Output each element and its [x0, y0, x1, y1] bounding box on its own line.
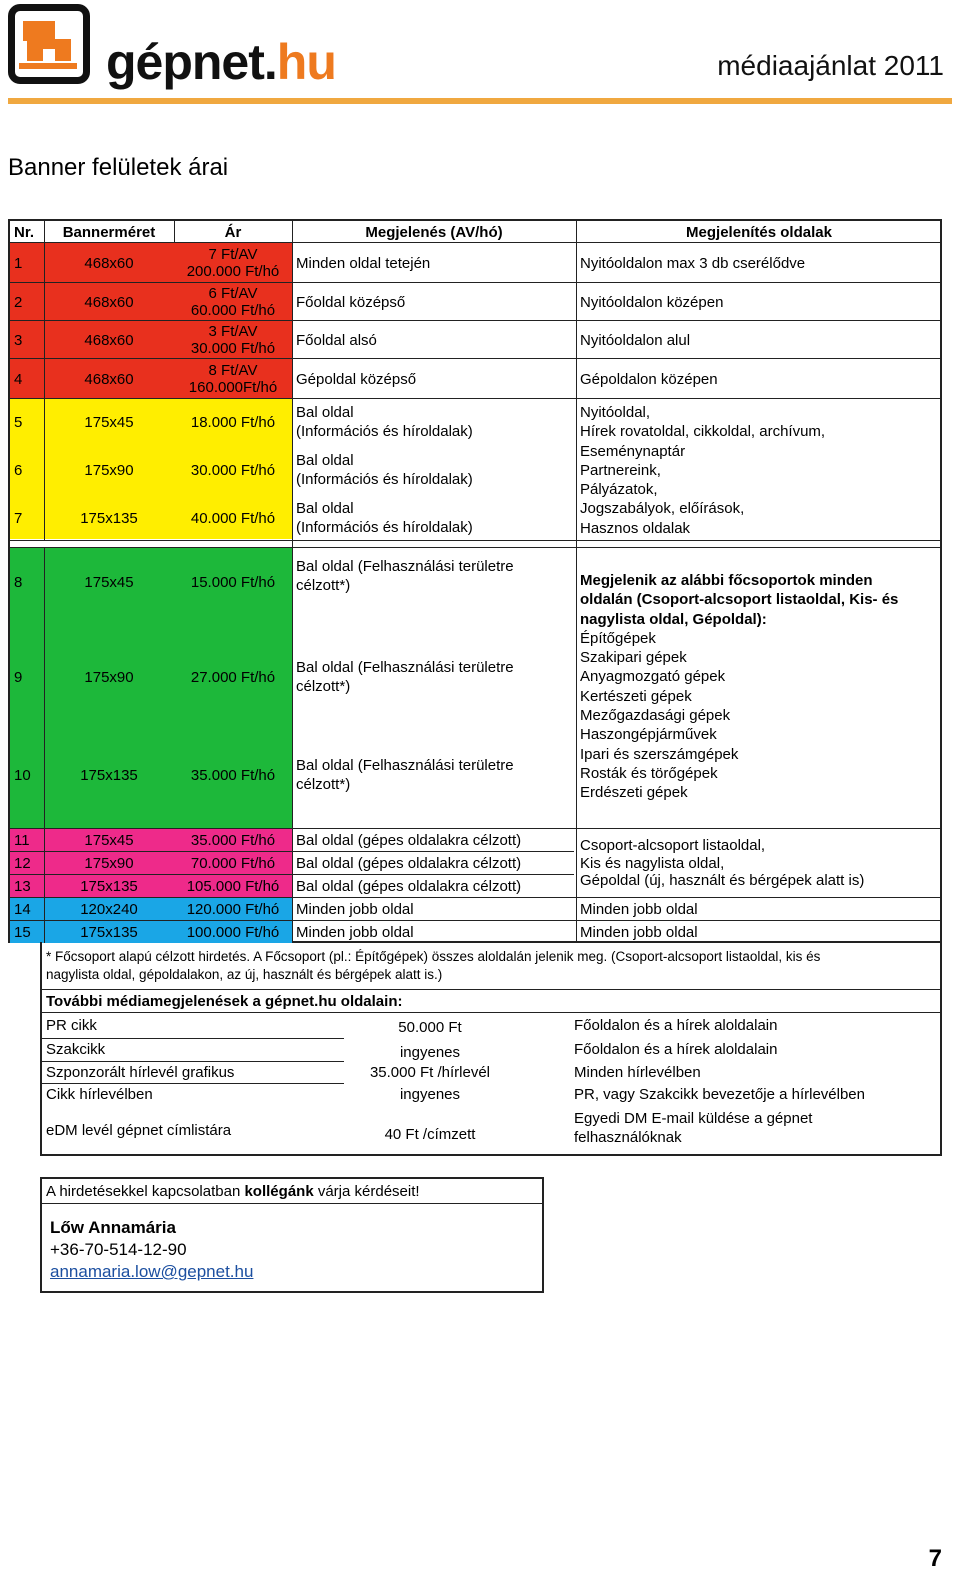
extra-price: ingyenes — [399, 1044, 461, 1061]
green-pages — [576, 571, 942, 803]
row-nr: 13 — [14, 877, 31, 895]
row-nr: 10 — [14, 766, 31, 784]
row-pages: Gépoldalon középen — [580, 370, 718, 388]
row-nr: 5 — [14, 413, 23, 431]
row-nr: 9 — [14, 668, 23, 686]
col-nr: Nr. — [14, 223, 35, 241]
extra-price: 35.000 Ft /hírlevél — [369, 1064, 491, 1081]
row-placement: Főoldal alsó — [296, 331, 377, 349]
extra-name: PR cikk — [46, 1017, 97, 1034]
row-placement: Bal oldal (Felhasználási területre célzott*) — [296, 558, 514, 594]
row-size: 175x45 — [84, 573, 134, 591]
extra-media-box — [40, 942, 942, 1156]
table-row — [10, 359, 940, 399]
extra-name: Szponzorált hírlevél grafikus — [46, 1064, 235, 1081]
table-row — [10, 829, 940, 854]
table-row — [10, 283, 940, 321]
logo-house-icon — [8, 4, 90, 84]
extra-name: eDM levél gépnet címlistára — [46, 1121, 232, 1139]
pages-line: Erdészeti gépek — [580, 784, 688, 802]
row-pages: Minden jobb oldal — [580, 923, 698, 941]
row-nr: 1 — [14, 254, 23, 272]
footnote-line: nagylista oldal, gépoldalakon, az új, használt és bérgépek alatt is.) — [46, 967, 443, 982]
row-price: 70.000 Ft/hó — [190, 854, 276, 872]
table-header-row — [10, 221, 940, 243]
row-placement: Bal oldal (Információs és híroldalak) — [296, 452, 473, 488]
row-nr: 6 — [14, 461, 23, 479]
yellow-pages — [576, 403, 942, 538]
pages-line: Ipari és szerszámgépek — [580, 745, 739, 763]
table-row — [10, 321, 940, 359]
row-size: 175x90 — [84, 461, 134, 479]
pages-line: Nyitóoldal, — [580, 404, 651, 421]
row-pages: Nyitóoldalon max 3 db cserélődve — [580, 254, 806, 272]
row-pages: Nyitóoldalon középen — [580, 293, 724, 311]
extra-where: Minden hírlevélben — [574, 1064, 701, 1081]
row-price: 3 Ft/AV 30.000 Ft/hó — [190, 323, 276, 357]
footnote-line: * Főcsoport alapú célzott hirdetés. A Főcsoport (pl.: Építőgépek) összes aloldalán jelenik meg. (Csoport-alcsoport listaoldal, kis és — [46, 949, 821, 964]
pages-line: Eseménynaptár — [580, 442, 686, 460]
extra-row — [42, 1038, 940, 1061]
row-price: 40.000 Ft/hó — [190, 509, 276, 527]
table-row — [10, 243, 940, 283]
pages-line: oldalán (Csoport-alcsoport listaoldal, Kis- és — [580, 591, 899, 609]
logo-text: gépnet.hu — [106, 34, 336, 90]
row-nr: 4 — [14, 370, 23, 388]
row-size: 468x60 — [84, 331, 134, 349]
contact-intro: A hirdetésekkel kapcsolatban kollégánk várja kérdéseit! — [46, 1183, 420, 1200]
pages-line: Szakipari gépek — [580, 649, 687, 667]
row-placement: Bal oldal (gépes oldalakra célzott) — [296, 877, 522, 895]
row-size: 175x135 — [80, 509, 138, 527]
row-size: 175x135 — [80, 877, 138, 895]
row-placement: Gépoldal középső — [296, 370, 417, 388]
row-nr: 3 — [14, 331, 23, 349]
contact-phone: +36-70-514-12-90 — [50, 1240, 187, 1259]
pages-line: nagylista oldal, Gépoldal): — [580, 610, 767, 628]
extra-name: Szakcikk — [46, 1041, 106, 1058]
row-size: 175x135 — [80, 923, 138, 941]
pages-line: Megjelenik az alábbi főcsoportok minden — [580, 572, 873, 589]
extra-row — [42, 1061, 940, 1084]
row-placement: Bal oldal (Felhasználási területre célzott*) — [296, 659, 514, 695]
row-price: 105.000 Ft/hó — [186, 877, 280, 895]
row-pages: Nyitóoldalon alul — [580, 331, 691, 349]
col-placement: Megjelenés (AV/hó) — [365, 223, 503, 241]
row-price: 7 Ft/AV 200.000 Ft/hó — [186, 246, 280, 280]
pages-line: Mezőgazdasági gépek — [580, 707, 731, 725]
row-size: 468x60 — [84, 254, 134, 272]
pages-line: Építőgépek — [580, 629, 656, 647]
extra-price: 40 Ft /címzett — [384, 1125, 476, 1143]
row-nr: 14 — [14, 900, 31, 918]
pages-line: Pályázatok, — [580, 481, 658, 499]
row-pages: Kis és nagylista oldal, — [580, 854, 725, 872]
pages-line: Rosták és törőgépek — [580, 764, 718, 782]
row-placement: Bal oldal (Információs és híroldalak) — [296, 404, 473, 440]
pages-line: Kertészeti gépek — [580, 687, 692, 705]
row-placement: Minden oldal tetején — [296, 254, 431, 272]
page-title: Banner felületek árai — [8, 154, 229, 181]
contact-details — [50, 1217, 253, 1283]
header-subtitle: médiaajánlat 2011 — [717, 50, 944, 81]
extra-where: Főoldalon és a hírek aloldalain — [574, 1017, 778, 1034]
row-nr: 12 — [14, 854, 31, 872]
row-price: 27.000 Ft/hó — [190, 668, 276, 686]
table-row — [10, 898, 940, 920]
row-price: 35.000 Ft/hó — [190, 831, 276, 849]
row-placement: Bal oldal (gépes oldalakra célzott) — [296, 854, 522, 872]
pages-line: Anyagmozgató gépek — [580, 668, 726, 686]
row-pages: Minden jobb oldal — [580, 900, 698, 918]
extra-where: Főoldalon és a hírek aloldalain — [574, 1041, 778, 1058]
pages-line: Jogszabályok, előírások, — [580, 500, 745, 518]
col-size: Bannerméret — [62, 223, 156, 241]
contact-email-link[interactable]: annamaria.low@gepnet.hu — [50, 1262, 254, 1281]
row-price: 6 Ft/AV 60.000 Ft/hó — [190, 285, 276, 319]
row-nr: 11 — [14, 831, 30, 849]
pages-line: Partnereink, — [580, 461, 661, 479]
col-pages: Megjelenítés oldalak — [686, 223, 832, 241]
row-price: 18.000 Ft/hó — [190, 413, 276, 431]
row-size: 175x135 — [80, 766, 138, 784]
row-size: 175x90 — [84, 668, 134, 686]
pages-line: Haszongépjárművek — [580, 726, 717, 744]
row-placement: Bal oldal (Felhasználási területre célzott*) — [296, 757, 514, 793]
row-size: 175x45 — [84, 831, 134, 849]
row-placement: Minden jobb oldal — [296, 900, 414, 918]
extra-price: 50.000 Ft — [398, 1019, 462, 1036]
row-size: 468x60 — [84, 293, 134, 311]
row-price: 100.000 Ft/hó — [186, 923, 280, 941]
extra-where: Egyedi DM E-mail küldése a gépnet felhasználóknak — [574, 1110, 813, 1146]
pages-line: Hasznos oldalak — [580, 519, 691, 537]
page-number: 7 — [928, 1545, 942, 1572]
row-pages: Csoport-alcsoport listaoldal, — [580, 837, 766, 854]
extra-row — [42, 1106, 940, 1154]
row-nr: 15 — [14, 923, 31, 941]
row-size: 175x90 — [84, 854, 134, 872]
row-nr: 7 — [14, 509, 23, 527]
extra-where: PR, vagy Szakcikk bevezetője a hírlevélben — [574, 1086, 865, 1103]
col-price: Ár — [224, 223, 242, 241]
row-size: 175x45 — [84, 413, 134, 431]
extra-price: ingyenes — [399, 1086, 461, 1103]
row-price: 35.000 Ft/hó — [190, 766, 276, 784]
row-nr: 8 — [14, 573, 23, 591]
pages-line: Hírek rovatoldal, cikkoldal, archívum, — [580, 423, 826, 441]
row-price: 8 Ft/AV 160.000Ft/hó — [188, 362, 278, 396]
contact-box — [40, 1177, 544, 1293]
row-placement: Minden jobb oldal — [296, 923, 414, 941]
extra-name: Cikk hírlevélben — [46, 1086, 153, 1103]
row-price: 120.000 Ft/hó — [186, 900, 280, 918]
extra-row — [42, 1014, 940, 1037]
row-size: 468x60 — [84, 370, 134, 388]
header-rule — [8, 98, 952, 104]
row-placement: Bal oldal (gépes oldalakra célzott) — [296, 831, 522, 849]
banner-price-table — [8, 219, 942, 943]
row-placement: Bal oldal (Információs és híroldalak) — [296, 500, 473, 536]
footnote — [46, 948, 820, 984]
row-placement: Főoldal középső — [296, 293, 406, 311]
extra-row — [42, 1083, 940, 1106]
contact-name: Lőw Annamária — [50, 1218, 176, 1237]
row-price: 30.000 Ft/hó — [190, 461, 276, 479]
row-price: 15.000 Ft/hó — [190, 573, 276, 591]
row-nr: 2 — [14, 293, 23, 311]
row-pages: Gépoldal (új, használt és bérgépek alatt is) — [580, 872, 865, 889]
table-row — [10, 872, 940, 897]
row-size: 120x240 — [80, 900, 138, 918]
extra-heading: További médiamegjelenések a gépnet.hu oldalain: — [46, 993, 403, 1010]
table-row — [10, 921, 940, 943]
